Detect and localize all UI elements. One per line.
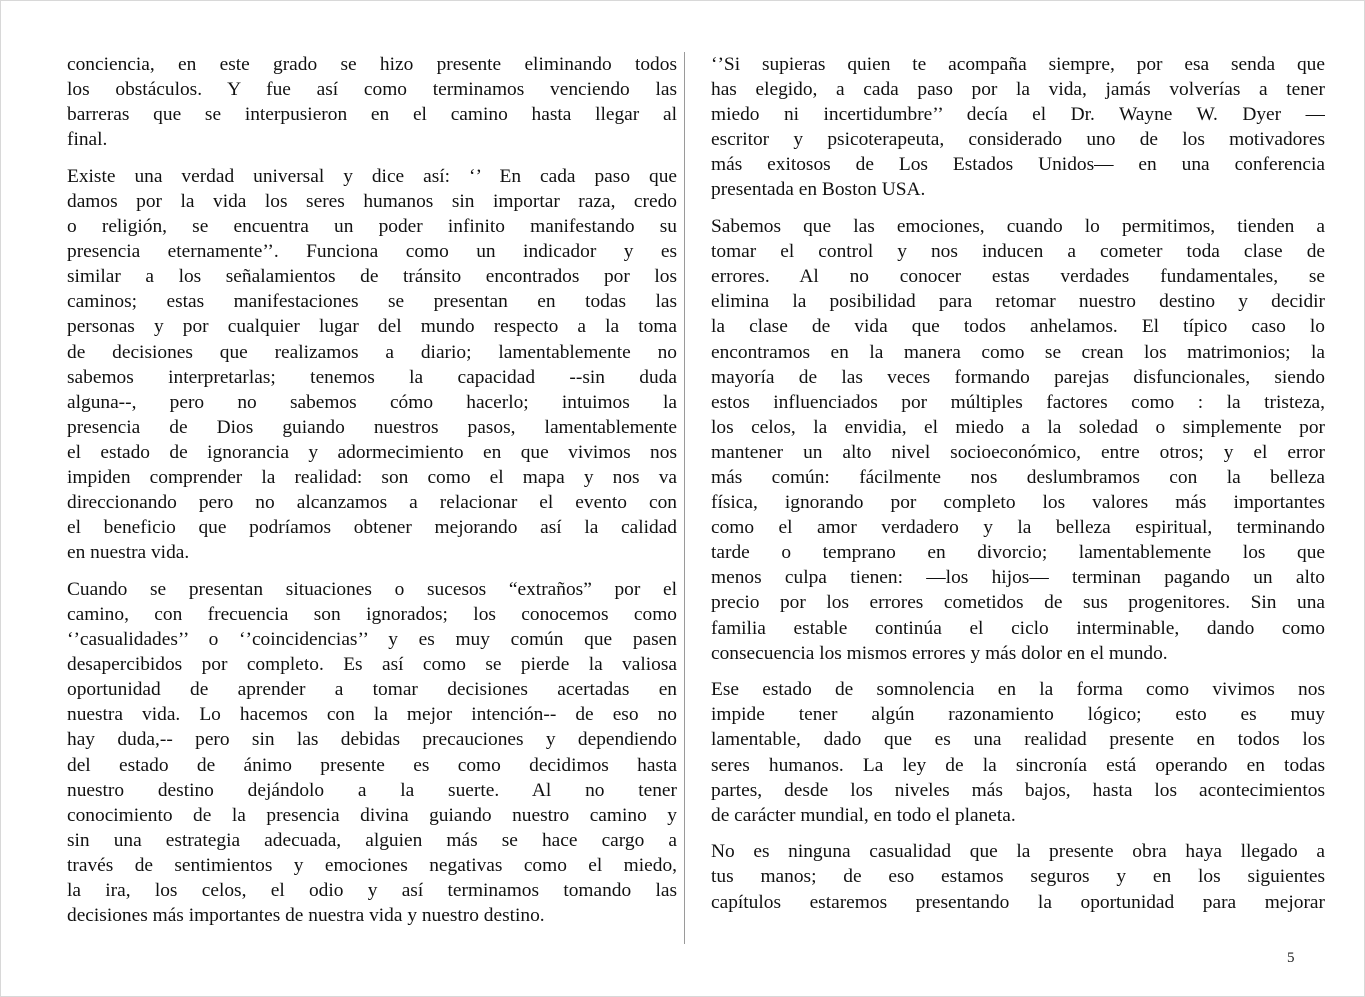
text-line: Sabemos que las emociones, cuando lo permitimos, tienden a bbox=[711, 216, 1325, 238]
paragraph-gap bbox=[711, 203, 1325, 215]
paragraph bbox=[67, 577, 677, 928]
text-line: caminos; estas manifestaciones se presentan en todas las bbox=[67, 291, 677, 313]
text-line: presencia eternamente’’. Funciona como un indicador y es bbox=[67, 241, 677, 263]
text-line: No es ninguna casualidad que la presente obra haya llegado a bbox=[711, 841, 1325, 863]
paragraph-gap bbox=[711, 666, 1325, 678]
text-line: física, ignorando por completo los valores más importantes bbox=[711, 492, 1325, 514]
text-line: direccionando pero no alcanzamos a relacionar el evento con bbox=[67, 492, 677, 514]
text-line: los obstáculos. Y fue así como terminamos venciendo las bbox=[67, 79, 677, 101]
text-line: la clase de vida que todos anhelamos. El típico caso lo bbox=[711, 316, 1325, 338]
text-line: más exitosos de Los Estados Unidos— en una conferencia bbox=[711, 154, 1325, 176]
text-line: camino, con frecuencia son ignorados; los conocemos como bbox=[67, 603, 677, 625]
text-line: escritor y psicoterapeuta, considerado uno de los motivadores bbox=[711, 129, 1325, 151]
text-line: del estado de ánimo presente es como decidimos hasta bbox=[67, 754, 677, 776]
text-line: alguna--, pero no sabemos cómo hacerlo; intuimos la bbox=[67, 391, 677, 413]
text-line: capítulos estaremos presentando la oportunidad para mejorar bbox=[711, 891, 1325, 913]
text-line: Existe una verdad universal y dice así: ‘’ En cada paso que bbox=[67, 165, 677, 187]
text-line: ‘’casualidades’’ o ‘’coincidencias’’ y es muy común que pasen bbox=[67, 629, 677, 651]
text-line: errores. Al no conocer estas verdades fundamentales, se bbox=[711, 266, 1325, 288]
text-line: impide tener algún razonamiento lógico; esto es muy bbox=[711, 704, 1325, 726]
text-line: de decisiones que realizamos a diario; lamentablemente no bbox=[67, 341, 677, 363]
text-line: tarde o temprano en divorcio; lamentablemente los que bbox=[711, 542, 1325, 564]
text-line: decisiones más importantes de nuestra vida y nuestro destino. bbox=[67, 905, 545, 927]
text-line: conciencia, en este grado se hizo presente eliminando todos bbox=[67, 54, 677, 75]
text-line: ‘’Si supieras quien te acompaña siempre, por esa senda que bbox=[711, 54, 1325, 75]
text-line: nuestro destino dejándolo a la suerte. Al no tener bbox=[67, 779, 677, 801]
paragraph bbox=[711, 839, 1325, 914]
text-line: miedo ni incertidumbre’’ decía el Dr. Wayne W. Dyer — bbox=[711, 104, 1325, 126]
text-line: personas y por cualquier lugar del mundo respecto a la toma bbox=[67, 316, 677, 338]
text-line: tomar el control y nos inducen a cometer toda clase de bbox=[711, 241, 1325, 263]
text-line: de carácter mundial, en todo el planeta. bbox=[711, 804, 1016, 826]
text-line: conocimiento de la presencia divina guiando nuestro camino y bbox=[67, 804, 677, 826]
text-line: partes, desde los niveles más bajos, hasta los acontecimientos bbox=[711, 779, 1325, 801]
text-line: impiden comprender la realidad: son como el mapa y nos va bbox=[67, 467, 677, 488]
text-line: hay duda,-- pero sin las debidas precauciones y dependiendo bbox=[67, 729, 677, 751]
text-line: familia estable continúa el ciclo interminable, dando como bbox=[711, 617, 1325, 639]
text-line: en nuestra vida. bbox=[67, 542, 190, 564]
text-line: nuestra vida. Lo hacemos con la mejor intención-- de eso no bbox=[67, 704, 677, 726]
paragraph bbox=[711, 677, 1325, 828]
column-divider bbox=[684, 52, 685, 944]
text-line: presencia de Dios guiando nuestros pasos, lamentablemente bbox=[67, 416, 677, 438]
text-line: como el amor verdadero y la belleza espiritual, terminando bbox=[711, 517, 1325, 539]
text-line: desapercibidos por completo. Es así como se pierde la valiosa bbox=[67, 654, 677, 676]
paragraph-gap bbox=[67, 152, 677, 164]
text-line: más común: fácilmente nos deslumbramos con la belleza bbox=[711, 467, 1325, 488]
text-line: presentada en Boston USA. bbox=[711, 179, 926, 201]
text-line: final. bbox=[67, 129, 108, 151]
text-line: similar a los señalamientos de tránsito encontrados por los bbox=[67, 266, 677, 288]
text-line: damos por la vida los seres humanos sin importar raza, credo bbox=[67, 190, 677, 212]
text-line: seres humanos. La ley de la sincronía está operando en todas bbox=[711, 754, 1325, 776]
text-line: has elegido, a cada paso por la vida, jamás volverías a tener bbox=[711, 79, 1325, 101]
text-line: tus manos; de eso estamos seguros y en los siguientes bbox=[711, 866, 1325, 888]
text-line: oportunidad de aprender a tomar decisiones acertadas en bbox=[67, 679, 677, 701]
text-line: el beneficio que podríamos obtener mejorando así la calidad bbox=[67, 517, 677, 539]
text-line: mayoría de las veces formando parejas disfuncionales, siendo bbox=[711, 366, 1325, 388]
paragraph bbox=[711, 214, 1325, 666]
text-line: estos influenciados por múltiples factores como : la tristeza, bbox=[711, 391, 1325, 413]
text-line: elimina la posibilidad para retomar nuestro destino y decidir bbox=[711, 291, 1325, 313]
right-column bbox=[711, 52, 1325, 915]
text-line: o religión, se encuentra un poder infinito manifestando su bbox=[67, 216, 677, 238]
paragraph bbox=[711, 52, 1325, 203]
paragraph-gap bbox=[67, 565, 677, 577]
text-line: sin una estrategia adecuada, alguien más se hace cargo a bbox=[67, 829, 677, 851]
paragraph-gap bbox=[711, 828, 1325, 840]
text-line: consecuencia los mismos errores y más dolor en el mundo. bbox=[711, 642, 1168, 664]
paragraph bbox=[67, 52, 677, 152]
text-line: Cuando se presentan situaciones o sucesos “extraños” por el bbox=[67, 578, 677, 600]
text-line: los celos, la envidia, el miedo a la soledad o simplemente por bbox=[711, 416, 1325, 438]
text-line: menos culpa tienen: —los hijos— terminan pagando un alto bbox=[711, 567, 1325, 589]
text-line: barreras que se interpusieron en el camino hasta llegar al bbox=[67, 104, 677, 126]
text-line: sabemos interpretarlas; tenemos la capacidad --sin duda bbox=[67, 366, 677, 388]
text-line: el estado de ignorancia y adormecimiento en que vivimos nos bbox=[67, 441, 677, 463]
text-line: mantener un alto nivel socioeconómico, entre otros; y el error bbox=[711, 441, 1325, 463]
paragraph bbox=[67, 164, 677, 566]
text-line: lamentable, dado que es una realidad presente en todos los bbox=[711, 729, 1325, 751]
text-line: encontramos en la manera como se crean los matrimonios; la bbox=[711, 341, 1325, 363]
text-line: precio por los errores cometidos de sus progenitores. Sin una bbox=[711, 592, 1325, 614]
text-line: Ese estado de somnolencia en la forma como vivimos nos bbox=[711, 679, 1325, 701]
left-column bbox=[67, 52, 677, 928]
text-line: la ira, los celos, el odio y así terminamos tomando las bbox=[67, 880, 677, 901]
text-line: través de sentimientos y emociones negativas como el miedo, bbox=[67, 854, 677, 876]
page-number: 5 bbox=[1287, 950, 1295, 966]
